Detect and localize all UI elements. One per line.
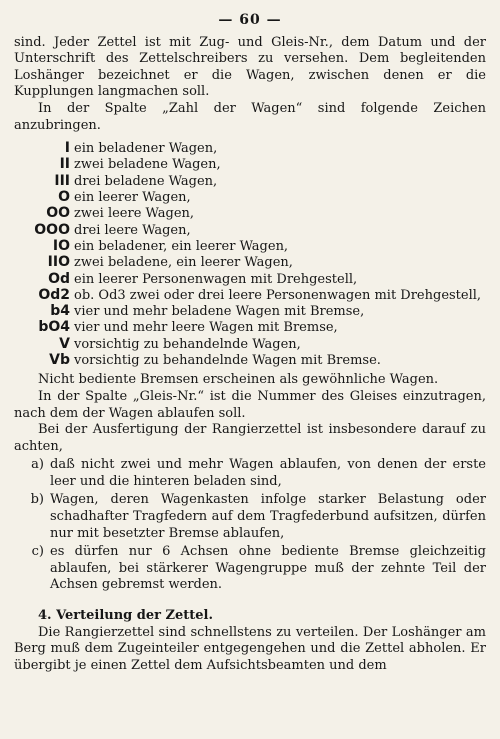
item-text: Wagen, deren Wagenkasten infolge starker Belastung oder schadhafter Tragfedern auf dem Tragfederbund aufsitzen, dürfen nur mit besetzter Bremse ablaufen, <box>50 492 486 541</box>
symbol-description: ob. Od3 zwei oder drei leere Personenwagen mit Drehgestell, <box>74 287 482 303</box>
wagon-symbol: IO <box>52 237 70 254</box>
list-item <box>14 544 486 594</box>
symbol-description: ein leerer Wagen, <box>74 190 191 206</box>
symbol-description: zwei beladene, ein leerer Wagen, <box>74 255 293 271</box>
page-number: — 60 — <box>218 12 282 28</box>
paragraph: Die Rangierzettel sind schnellstens zu verteilen. Der Loshänger am Berg muß dem Zugeinteiler entgegengehen und die Zettel abholen. Er übergibt je einen Zettel dem Aufsichtsbeamten und dem <box>14 624 486 673</box>
symbol-row <box>14 352 486 368</box>
symbol-row <box>14 319 486 335</box>
item-label: b) <box>30 492 44 508</box>
symbol-row <box>14 156 486 172</box>
symbol-row <box>14 271 486 287</box>
symbol-row <box>14 222 486 238</box>
symbol-row <box>14 205 486 221</box>
symbol-list <box>14 140 486 368</box>
symbol-description: vier und mehr leere Wagen mit Bremse, <box>74 320 338 336</box>
wagon-symbol: II <box>59 156 70 173</box>
paragraph: Bei der Ausfertigung der Rangierzettel ist insbesondere darauf zu achten, <box>14 422 486 454</box>
paragraph: Nicht bediente Bremsen erscheinen als gewöhnliche Wagen. <box>38 372 439 388</box>
symbol-row <box>14 173 486 189</box>
section-title: 4. Verteilung der Zettel. <box>38 608 214 624</box>
list-item <box>14 492 486 542</box>
wagon-symbol: III <box>54 172 70 189</box>
symbol-row <box>14 254 486 270</box>
paragraph: In der Spalte „Gleis-Nr.“ ist die Nummer des Gleises einzutragen, nach dem der Wagen ablaufen soll. <box>14 388 486 421</box>
symbol-row <box>14 238 486 254</box>
symbol-row <box>14 303 486 319</box>
symbol-description: vorsichtig zu behandelnde Wagen mit Bremse. <box>74 353 381 369</box>
symbol-description: vier und mehr beladene Wagen mit Bremse, <box>74 304 365 320</box>
item-label: c) <box>31 544 44 560</box>
wagon-symbol: b4 <box>50 303 70 320</box>
symbol-row <box>14 287 486 303</box>
wagon-symbol: OOO <box>34 221 70 238</box>
wagon-symbol: Od <box>48 270 70 287</box>
symbol-row <box>14 140 486 156</box>
paragraph: In der Spalte „Zahl der Wagen“ sind folgende Zeichen anzubringen. <box>14 100 486 133</box>
symbol-description: ein beladener Wagen, <box>74 141 218 157</box>
symbol-description: drei leere Wagen, <box>74 222 191 238</box>
symbol-description: ein beladener, ein leerer Wagen, <box>74 238 289 254</box>
wagon-symbol: Vb <box>49 352 70 369</box>
symbol-description: zwei leere Wagen, <box>74 206 195 222</box>
symbol-description: zwei beladene Wagen, <box>74 157 221 173</box>
wagon-symbol: V <box>59 335 70 352</box>
wagon-symbol: bO4 <box>38 319 70 336</box>
symbol-row <box>14 336 486 352</box>
symbol-description: ein leerer Personenwagen mit Drehgestell, <box>74 271 358 287</box>
list-item <box>14 457 486 490</box>
wagon-symbol: Od2 <box>38 286 70 303</box>
wagon-symbol: I <box>64 140 70 157</box>
item-label: a) <box>31 457 44 473</box>
paragraph: sind. Jeder Zettel ist mit Zug- und Gleis-Nr., dem Datum und der Unterschrift des Zettelschreibers zu versehen. Dem begleitenden Loshänger bezeichnet er die Wagen, zwischen denen er die Kupplungen langmachen soll. <box>14 34 486 100</box>
symbol-row <box>14 189 486 205</box>
symbol-description: drei beladene Wagen, <box>74 173 218 189</box>
wagon-symbol: IIO <box>47 254 70 271</box>
item-text: daß nicht zwei und mehr Wagen ablaufen, von denen der erste leer und die hinteren beladen sind, <box>50 457 486 489</box>
symbol-description: vorsichtig zu behandelnde Wagen, <box>74 336 301 352</box>
wagon-symbol: O <box>58 189 70 206</box>
item-text: es dürfen nur 6 Achsen ohne bediente Bremse gleichzeitig ablaufen, bei stärkerer Wagengruppe muß der zehnte Teil der Achsen gebremst werden. <box>50 544 486 593</box>
wagon-symbol: OO <box>46 205 70 222</box>
